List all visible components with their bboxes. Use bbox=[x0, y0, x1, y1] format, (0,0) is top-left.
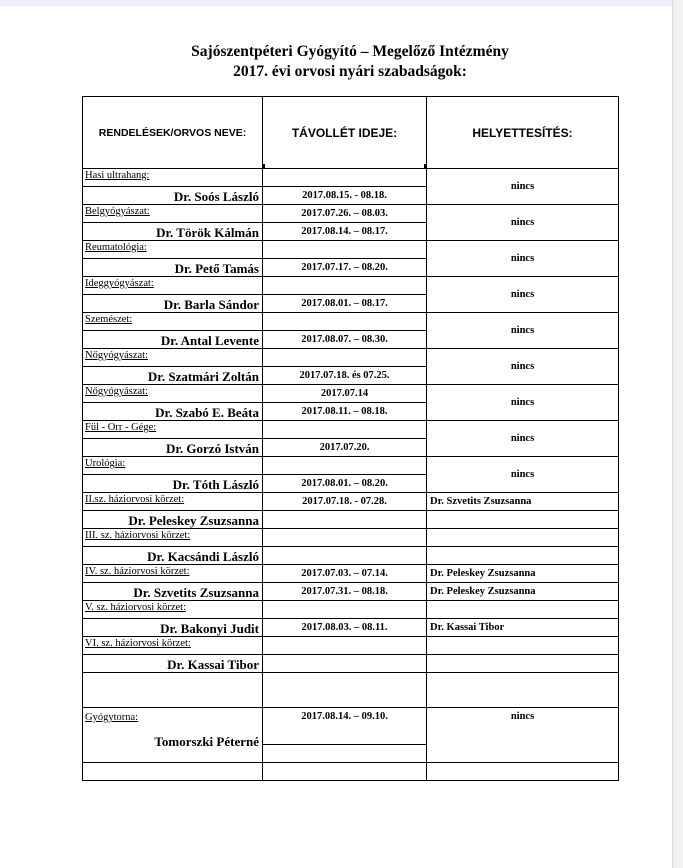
absence-date: 2017.07.31. – 08.18. bbox=[263, 583, 427, 601]
empty-cell bbox=[263, 745, 427, 763]
document-title bbox=[80, 42, 620, 82]
department: Nőgyógyászat: bbox=[83, 349, 263, 367]
substitute: nincs bbox=[427, 205, 619, 241]
substitute bbox=[427, 655, 619, 673]
table-row bbox=[83, 619, 619, 637]
table-row bbox=[83, 277, 619, 295]
column-tick bbox=[424, 164, 426, 168]
department: Belgyógyászat: bbox=[83, 205, 263, 223]
substitute bbox=[427, 547, 619, 565]
department: Reumatológia: bbox=[83, 241, 263, 259]
empty-cell bbox=[83, 763, 263, 781]
absence-date: 2017.08.14. – 09.10. bbox=[263, 708, 427, 745]
doctor-name: Dr. Barla Sándor bbox=[83, 295, 263, 313]
absence-date bbox=[263, 529, 427, 547]
absence-date bbox=[263, 601, 427, 619]
doctor-name: Dr. Soós László bbox=[83, 187, 263, 205]
vacation-table bbox=[82, 96, 619, 781]
header-absence bbox=[263, 97, 427, 169]
department: Gyógytorna: bbox=[85, 712, 139, 723]
substitute: nincs bbox=[427, 277, 619, 313]
table-row bbox=[83, 637, 619, 655]
absence-date: 2017.07.14 bbox=[263, 385, 427, 403]
doctor-name: Dr. Kassai Tibor bbox=[83, 655, 263, 673]
department: IV. sz. háziorvosi körzet: bbox=[83, 565, 263, 583]
absence-date bbox=[263, 421, 427, 439]
absence-date: 2017.07.26. – 08.03. bbox=[263, 205, 427, 223]
substitute: nincs bbox=[427, 169, 619, 205]
table-row bbox=[83, 511, 619, 529]
empty-cell bbox=[263, 673, 427, 708]
table-row bbox=[83, 601, 619, 619]
title-line-1: Sajószentpéteri Gyógyító – Megelőző Intézmény bbox=[191, 43, 509, 60]
absence-date: 2017.08.07. – 08.30. bbox=[263, 331, 427, 349]
table-row bbox=[83, 169, 619, 187]
table-row bbox=[83, 708, 619, 745]
absence-date: 2017.08.01. – 08.20. bbox=[263, 475, 427, 493]
absence-date bbox=[263, 349, 427, 367]
absence-date: 2017.07.18. - 07.28. bbox=[263, 493, 427, 511]
absence-date bbox=[263, 277, 427, 295]
department: Hasi ultrahang: bbox=[83, 169, 263, 187]
substitute: Dr. Peleskey Zsuzsanna bbox=[427, 565, 619, 583]
substitute: Dr. Peleskey Zsuzsanna bbox=[427, 583, 619, 601]
doctor-name: Dr. Tóth László bbox=[83, 475, 263, 493]
department: III. sz. háziorvosi körzet: bbox=[83, 529, 263, 547]
absence-date bbox=[263, 637, 427, 655]
empty-row bbox=[83, 673, 619, 708]
absence-date: 2017.07.20. bbox=[263, 439, 427, 457]
absence-date: 2017.08.03. – 08.11. bbox=[263, 619, 427, 637]
substitute: nincs bbox=[427, 241, 619, 277]
table-row bbox=[83, 547, 619, 565]
doctor-name: Dr. Bakonyi Judit bbox=[83, 619, 263, 637]
doctor-name: Dr. Török Kálmán bbox=[83, 223, 263, 241]
substitute bbox=[427, 511, 619, 529]
table-row bbox=[83, 349, 619, 367]
absence-date: 2017.08.01. – 08.17. bbox=[263, 295, 427, 313]
therapy-cell bbox=[83, 708, 263, 763]
department: Nőgyógyászat: bbox=[83, 385, 263, 403]
absence-date bbox=[263, 547, 427, 565]
viewer-scroll-edge[interactable] bbox=[672, 0, 683, 868]
substitute: Dr. Kassai Tibor bbox=[427, 619, 619, 637]
absence-date bbox=[263, 313, 427, 331]
table-row bbox=[83, 655, 619, 673]
doctor-name: Dr. Kacsándi László bbox=[83, 547, 263, 565]
absence-date bbox=[263, 169, 427, 187]
header-absence-label: TÁVOLLÉT IDEJE: bbox=[291, 125, 398, 140]
table-row bbox=[83, 241, 619, 259]
department: Szemészet: bbox=[83, 313, 263, 331]
table-row bbox=[83, 565, 619, 583]
absence-date bbox=[263, 511, 427, 529]
absence-date bbox=[263, 457, 427, 475]
department: Urológia: bbox=[83, 457, 263, 475]
column-tick bbox=[263, 164, 265, 168]
header-doctor: RENDELÉSEK/ORVOS NEVE: bbox=[83, 97, 263, 169]
absence-date: 2017.08.11. – 08.18. bbox=[263, 403, 427, 421]
substitute: nincs bbox=[427, 385, 619, 421]
doctor-name: Dr. Szvetits Zsuzsanna bbox=[83, 583, 263, 601]
doctor-name: Dr. Antal Levente bbox=[83, 331, 263, 349]
table-row bbox=[83, 421, 619, 439]
absence-date: 2017.08.15. - 08.18. bbox=[263, 187, 427, 205]
table-row bbox=[83, 529, 619, 547]
substitute bbox=[427, 529, 619, 547]
table-row bbox=[83, 385, 619, 403]
absence-date: 2017.07.18. és 07.25. bbox=[263, 367, 427, 385]
table-row bbox=[83, 313, 619, 331]
substitute: nincs bbox=[427, 421, 619, 457]
absence-date bbox=[263, 241, 427, 259]
absence-date: 2017.08.14. – 08.17. bbox=[263, 223, 427, 241]
empty-cell bbox=[263, 763, 427, 781]
viewer-top-bar bbox=[0, 0, 683, 6]
substitute: nincs bbox=[427, 457, 619, 493]
doctor-name: Dr. Gorzó István bbox=[83, 439, 263, 457]
table-row bbox=[83, 763, 619, 781]
substitute: nincs bbox=[427, 708, 619, 763]
department: V. sz. háziorvosi körzet: bbox=[83, 601, 263, 619]
absence-date bbox=[263, 655, 427, 673]
empty-cell bbox=[427, 673, 619, 708]
header-row bbox=[83, 97, 619, 169]
table-row bbox=[83, 493, 619, 511]
doctor-name: Dr. Peleskey Zsuzsanna bbox=[83, 511, 263, 529]
substitute bbox=[427, 637, 619, 655]
substitute bbox=[427, 601, 619, 619]
doctor-name: Tomorszki Péterné bbox=[154, 734, 259, 749]
substitute: nincs bbox=[427, 313, 619, 349]
substitute: nincs bbox=[427, 349, 619, 385]
department: Fül - Orr - Gége: bbox=[83, 421, 263, 439]
doctor-name: Dr. Szabó E. Beáta bbox=[83, 403, 263, 421]
title-line-2: 2017. évi orvosi nyári szabadságok: bbox=[233, 63, 467, 80]
substitute: Dr. Szvetits Zsuzsanna bbox=[427, 493, 619, 511]
header-substitute: HELYETTESÍTÉS: bbox=[427, 97, 619, 169]
table-row bbox=[83, 583, 619, 601]
doctor-name: Dr. Szatmári Zoltán bbox=[83, 367, 263, 385]
empty-cell bbox=[83, 673, 263, 708]
empty-cell bbox=[427, 763, 619, 781]
department: Ideggyógyászat: bbox=[83, 277, 263, 295]
department: II.sz. háziorvosi körzet: bbox=[83, 493, 263, 511]
absence-date: 2017.07.17. – 08.20. bbox=[263, 259, 427, 277]
table-row bbox=[83, 205, 619, 223]
table-row bbox=[83, 457, 619, 475]
doctor-name: Dr. Pető Tamás bbox=[83, 259, 263, 277]
absence-date: 2017.07.03. – 07.14. bbox=[263, 565, 427, 583]
department: VI. sz. háziorvosi körzet: bbox=[83, 637, 263, 655]
